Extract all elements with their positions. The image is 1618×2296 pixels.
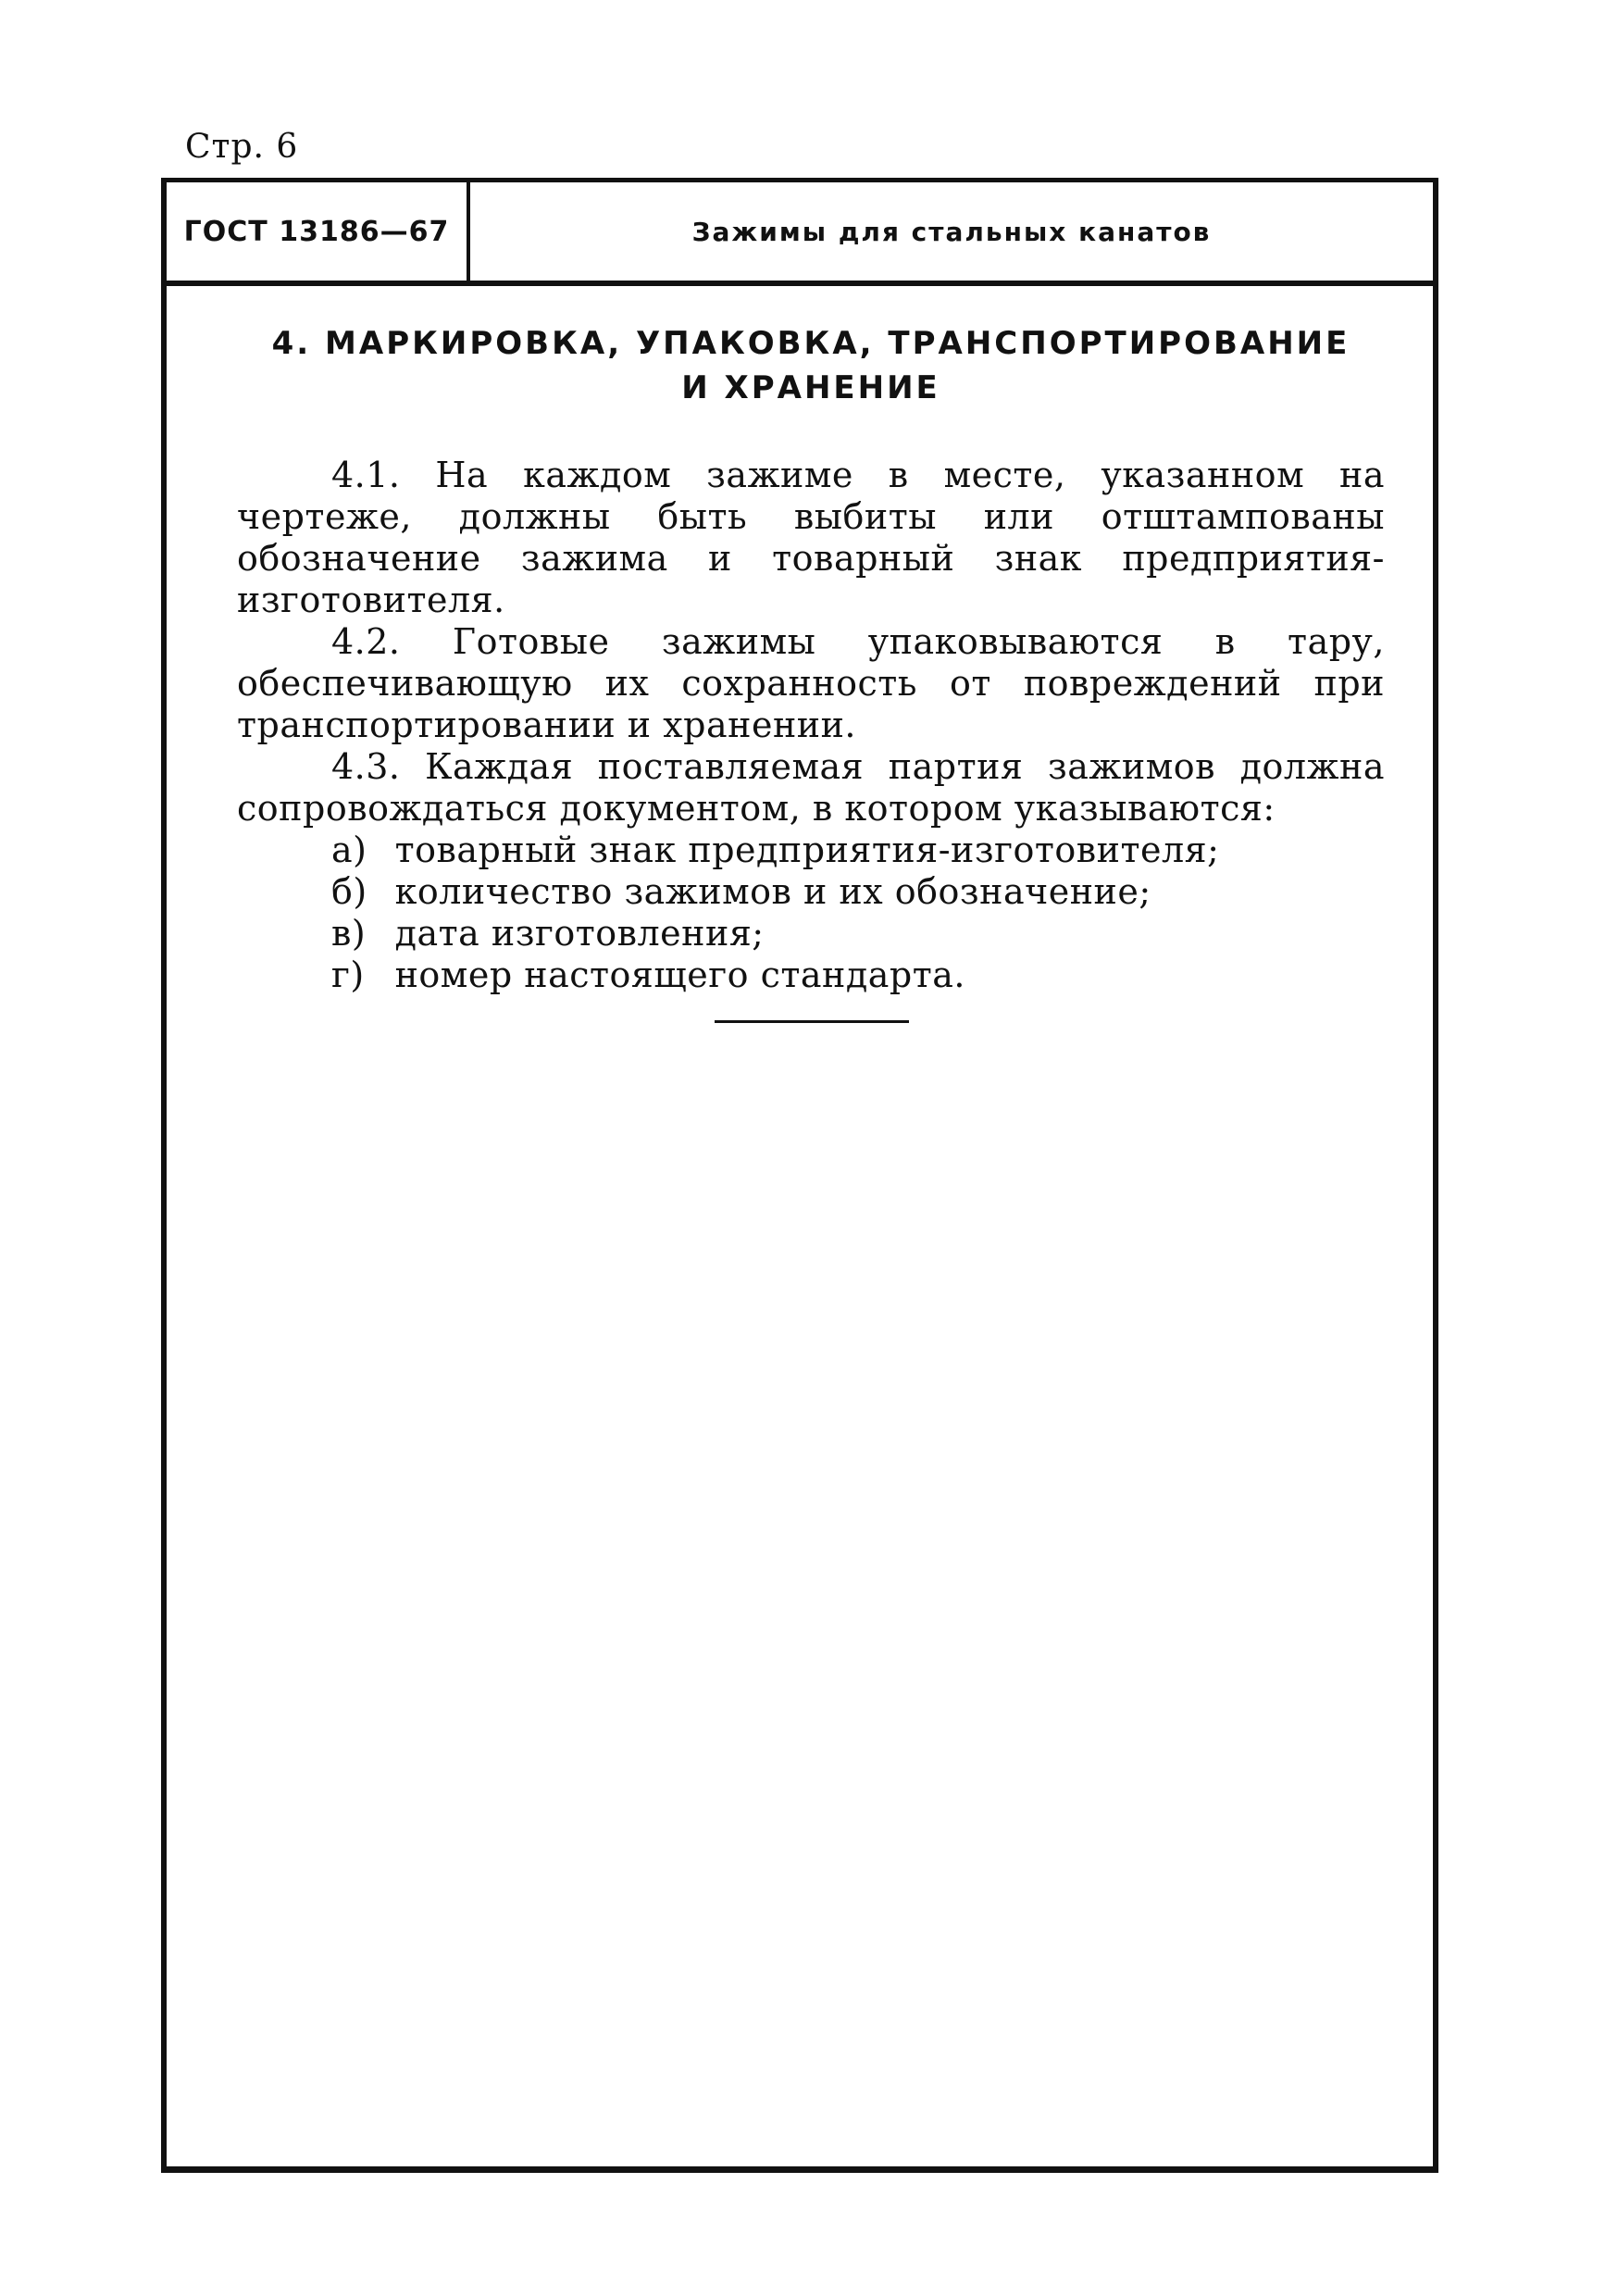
list-item-marker: б)	[331, 871, 367, 912]
page-number: Стр. 6	[185, 128, 299, 166]
document-frame	[161, 178, 1438, 2173]
list-item	[237, 955, 1385, 996]
requirements-list	[237, 830, 1385, 996]
paragraph-4-1: 4.1. На каждом зажиме в месте, указанном на чертеже, должны быть выбиты или отштампованы обозначение зажима и товарный знак предприятия-изготовителя.	[237, 455, 1385, 620]
list-item-marker: в)	[331, 913, 367, 954]
header-block	[167, 182, 1433, 286]
list-item-text: номер настоящего стандарта.	[394, 955, 965, 995]
list-item-marker: г)	[331, 955, 365, 995]
list-item	[237, 913, 1385, 955]
list-item-marker: а)	[331, 830, 367, 870]
list-item-text: количество зажимов и их обозначение;	[394, 871, 1151, 912]
list-item-text: дата изготовления;	[394, 913, 765, 954]
section-title-line-1: 4. МАРКИРОВКА, УПАКОВКА, ТРАНСПОРТИРОВАНИЕ	[271, 325, 1350, 362]
list-item	[237, 871, 1385, 913]
document-title: Зажимы для стальных канатов	[691, 216, 1212, 247]
paragraph-4-2: 4.2. Готовые зажимы упаковываются в тару, обеспечивающую их сохранность от повреждений при транспортировании и хранении.	[237, 621, 1385, 745]
section-title-line-2: И ХРАНЕНИЕ	[681, 369, 940, 406]
end-divider	[715, 1020, 909, 1023]
standard-code: ГОСТ 13186—67	[167, 182, 470, 281]
paragraph-4-3: 4.3. Каждая поставляемая партия зажимов должна сопровождаться документом, в котором указываются:	[237, 746, 1385, 829]
section-content	[237, 321, 1385, 996]
section-title	[237, 321, 1385, 410]
list-item	[237, 830, 1385, 871]
list-item-text: товарный знак предприятия-изготовителя;	[394, 830, 1220, 870]
